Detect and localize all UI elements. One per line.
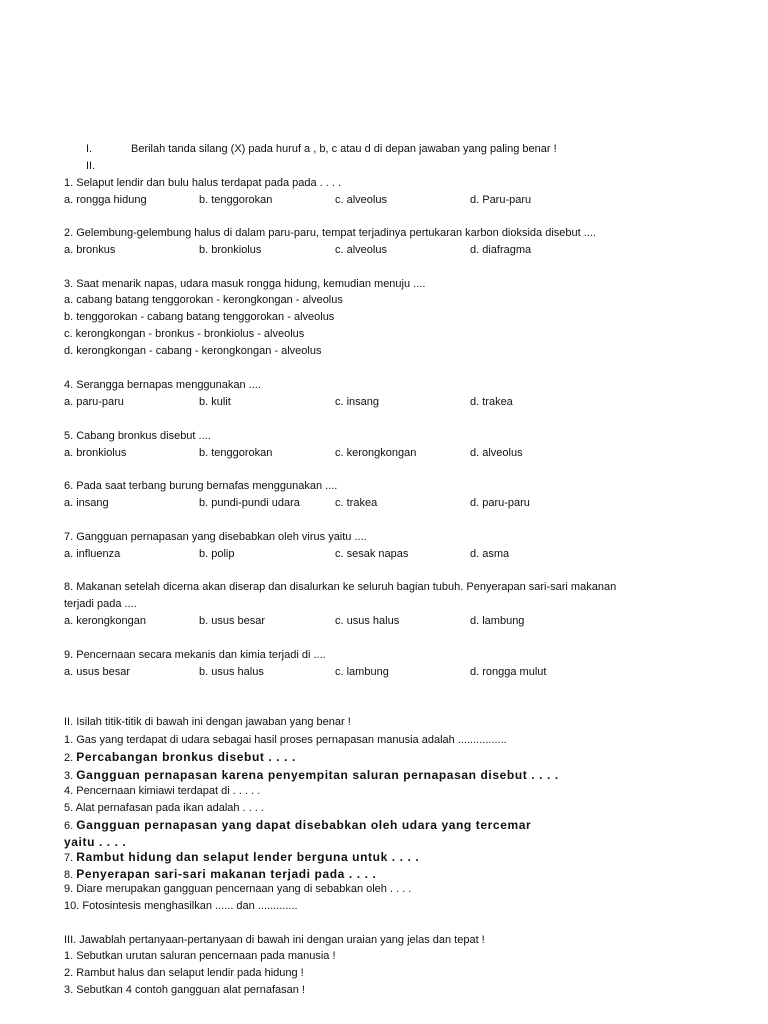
- option-a: a. insang: [64, 497, 109, 509]
- option-a: a. rongga hidung: [64, 194, 147, 206]
- question-8-cont: terjadi pada ....: [64, 598, 137, 610]
- option-b: b. tenggorokan: [199, 194, 273, 206]
- option-a: a. usus besar: [64, 666, 131, 678]
- essay-question: 1. Sebutkan urutan saluran pencernaan pada manusia !: [64, 950, 336, 962]
- fill-in-item: [64, 850, 419, 865]
- option-a: a. cabang batang tenggorokan - kerongkongan - alveolus: [64, 294, 343, 306]
- section-3-title: III. Jawablah pertanyaan-pertanyaan di bawah ini dengan uraian yang jelas dan tepat !: [64, 934, 485, 946]
- option-d: d. rongga mulut: [470, 666, 547, 678]
- option-b: b. tenggorokan: [199, 447, 273, 459]
- option-c: c. kerongkongan - bronkus - bronkiolus - alveolus: [64, 328, 305, 340]
- option-c: c. kerongkongan: [335, 447, 417, 459]
- option-b: b. bronkiolus: [199, 244, 262, 256]
- item-text: Penyerapan sari-sari makanan terjadi pada . . . .: [76, 867, 377, 881]
- item-number: 5.: [64, 802, 76, 814]
- essay-question: 3. Sebutkan 4 contoh gangguan alat pernafasan !: [64, 984, 305, 996]
- item-text: Gangguan pernapasan yang dapat disebabkan oleh udara yang tercemar: [76, 818, 532, 832]
- option-c: c. usus halus: [335, 615, 400, 627]
- item-number: 7.: [64, 852, 77, 864]
- option-a: a. bronkus: [64, 244, 116, 256]
- item-text: Gas yang terdapat di udara sebagai hasil proses pernapasan manusia adalah ................: [76, 734, 507, 746]
- option-a: a. influenza: [64, 548, 121, 560]
- option-a: a. bronkiolus: [64, 447, 127, 459]
- item-number: 10.: [64, 900, 83, 912]
- option-c: c. sesak napas: [335, 548, 409, 560]
- option-c: c. insang: [335, 396, 380, 408]
- option-b: b. tenggorokan - cabang batang tenggorokan - alveolus: [64, 311, 335, 323]
- item-number: 6.: [64, 820, 77, 832]
- question-2: 2. Gelembung-gelembung halus di dalam paru-paru, tempat terjadinya pertukaran karbon dioksida disebut ....: [64, 227, 596, 239]
- essay-question: 2. Rambut halus dan selaput lendir pada hidung !: [64, 967, 304, 979]
- question-6: 6. Pada saat terbang burung bernafas menggunakan ....: [64, 480, 338, 492]
- option-c: c. trakea: [335, 497, 378, 509]
- option-c: c. lambung: [335, 666, 389, 678]
- option-c: c. alveolus: [335, 244, 387, 256]
- item-number: 1.: [64, 734, 77, 746]
- fill-in-item: [64, 784, 260, 798]
- question-9: 9. Pencernaan secara mekanis dan kimia terjadi di ....: [64, 649, 326, 661]
- fill-in-item: [64, 899, 298, 913]
- fill-in-item: [64, 835, 126, 849]
- question-8: 8. Makanan setelah dicerna akan diserap dan disalurkan ke seluruh bagian tubuh. Penyerapan sari-sari makanan: [64, 581, 617, 593]
- option-b: b. polip: [199, 548, 235, 560]
- item-text: Percabangan bronkus disebut . . . .: [76, 750, 296, 764]
- question-3: 3. Saat menarik napas, udara masuk rongga hidung, kemudian menuju ....: [64, 278, 426, 290]
- option-c: c. alveolus: [335, 194, 387, 206]
- header-number-2: II.: [86, 160, 96, 172]
- item-text: Diare merupakan gangguan pencernaan yang di sebabkan oleh . . . .: [76, 883, 412, 895]
- item-text: Fotosintesis menghasilkan ...... dan .............: [82, 900, 298, 912]
- question-1: 1. Selaput lendir dan bulu halus terdapat pada pada . . . .: [64, 177, 342, 189]
- fill-in-item: [64, 768, 559, 783]
- item-text: Rambut hidung dan selaput lender berguna untuk . . . .: [76, 850, 420, 864]
- header-number-1: I.: [86, 143, 93, 155]
- option-b: b. pundi-pundi udara: [199, 497, 300, 509]
- option-d: d. diafragma: [470, 244, 532, 256]
- option-d: d. trakea: [470, 396, 513, 408]
- fill-in-item: [64, 882, 411, 896]
- option-d: d. kerongkongan - cabang - kerongkongan - alveolus: [64, 345, 322, 357]
- fill-in-item: [64, 867, 376, 882]
- section-2-title: II. Isilah titik-titik di bawah ini dengan jawaban yang benar !: [64, 716, 351, 728]
- option-a: a. paru-paru: [64, 396, 124, 408]
- item-number: 2.: [64, 752, 77, 764]
- option-d: d. asma: [470, 548, 510, 560]
- option-b: b. usus halus: [199, 666, 264, 678]
- option-d: d. paru-paru: [470, 497, 530, 509]
- fill-in-item: [64, 801, 264, 815]
- item-text: yaitu . . . .: [64, 835, 127, 849]
- fill-in-item: [64, 733, 507, 747]
- question-7: 7. Gangguan pernapasan yang disebabkan oleh virus yaitu ....: [64, 531, 367, 543]
- item-text: Gangguan pernapasan karena penyempitan saluran pernapasan disebut . . . .: [76, 768, 559, 782]
- fill-in-item: [64, 750, 296, 765]
- item-number: 9.: [64, 883, 77, 895]
- instruction-text: Berilah tanda silang (X) pada huruf a , b, c atau d di depan jawaban yang paling benar !: [131, 143, 557, 155]
- item-number: 3.: [64, 770, 77, 782]
- option-a: a. kerongkongan: [64, 615, 146, 627]
- option-b: b. kulit: [199, 396, 231, 408]
- question-5: 5. Cabang bronkus disebut ....: [64, 430, 211, 442]
- fill-in-item: [64, 818, 531, 833]
- item-text: Alat pernafasan pada ikan adalah . . . .: [75, 802, 264, 814]
- item-number: 4.: [64, 785, 77, 797]
- question-4: 4. Serangga bernapas menggunakan ....: [64, 379, 261, 391]
- option-d: d. Paru-paru: [470, 194, 532, 206]
- option-d: d. alveolus: [470, 447, 523, 459]
- item-number: 8.: [64, 869, 77, 881]
- item-text: Pencernaan kimiawi terdapat di . . . . .: [76, 785, 261, 797]
- option-d: d. lambung: [470, 615, 525, 627]
- option-b: b. usus besar: [199, 615, 266, 627]
